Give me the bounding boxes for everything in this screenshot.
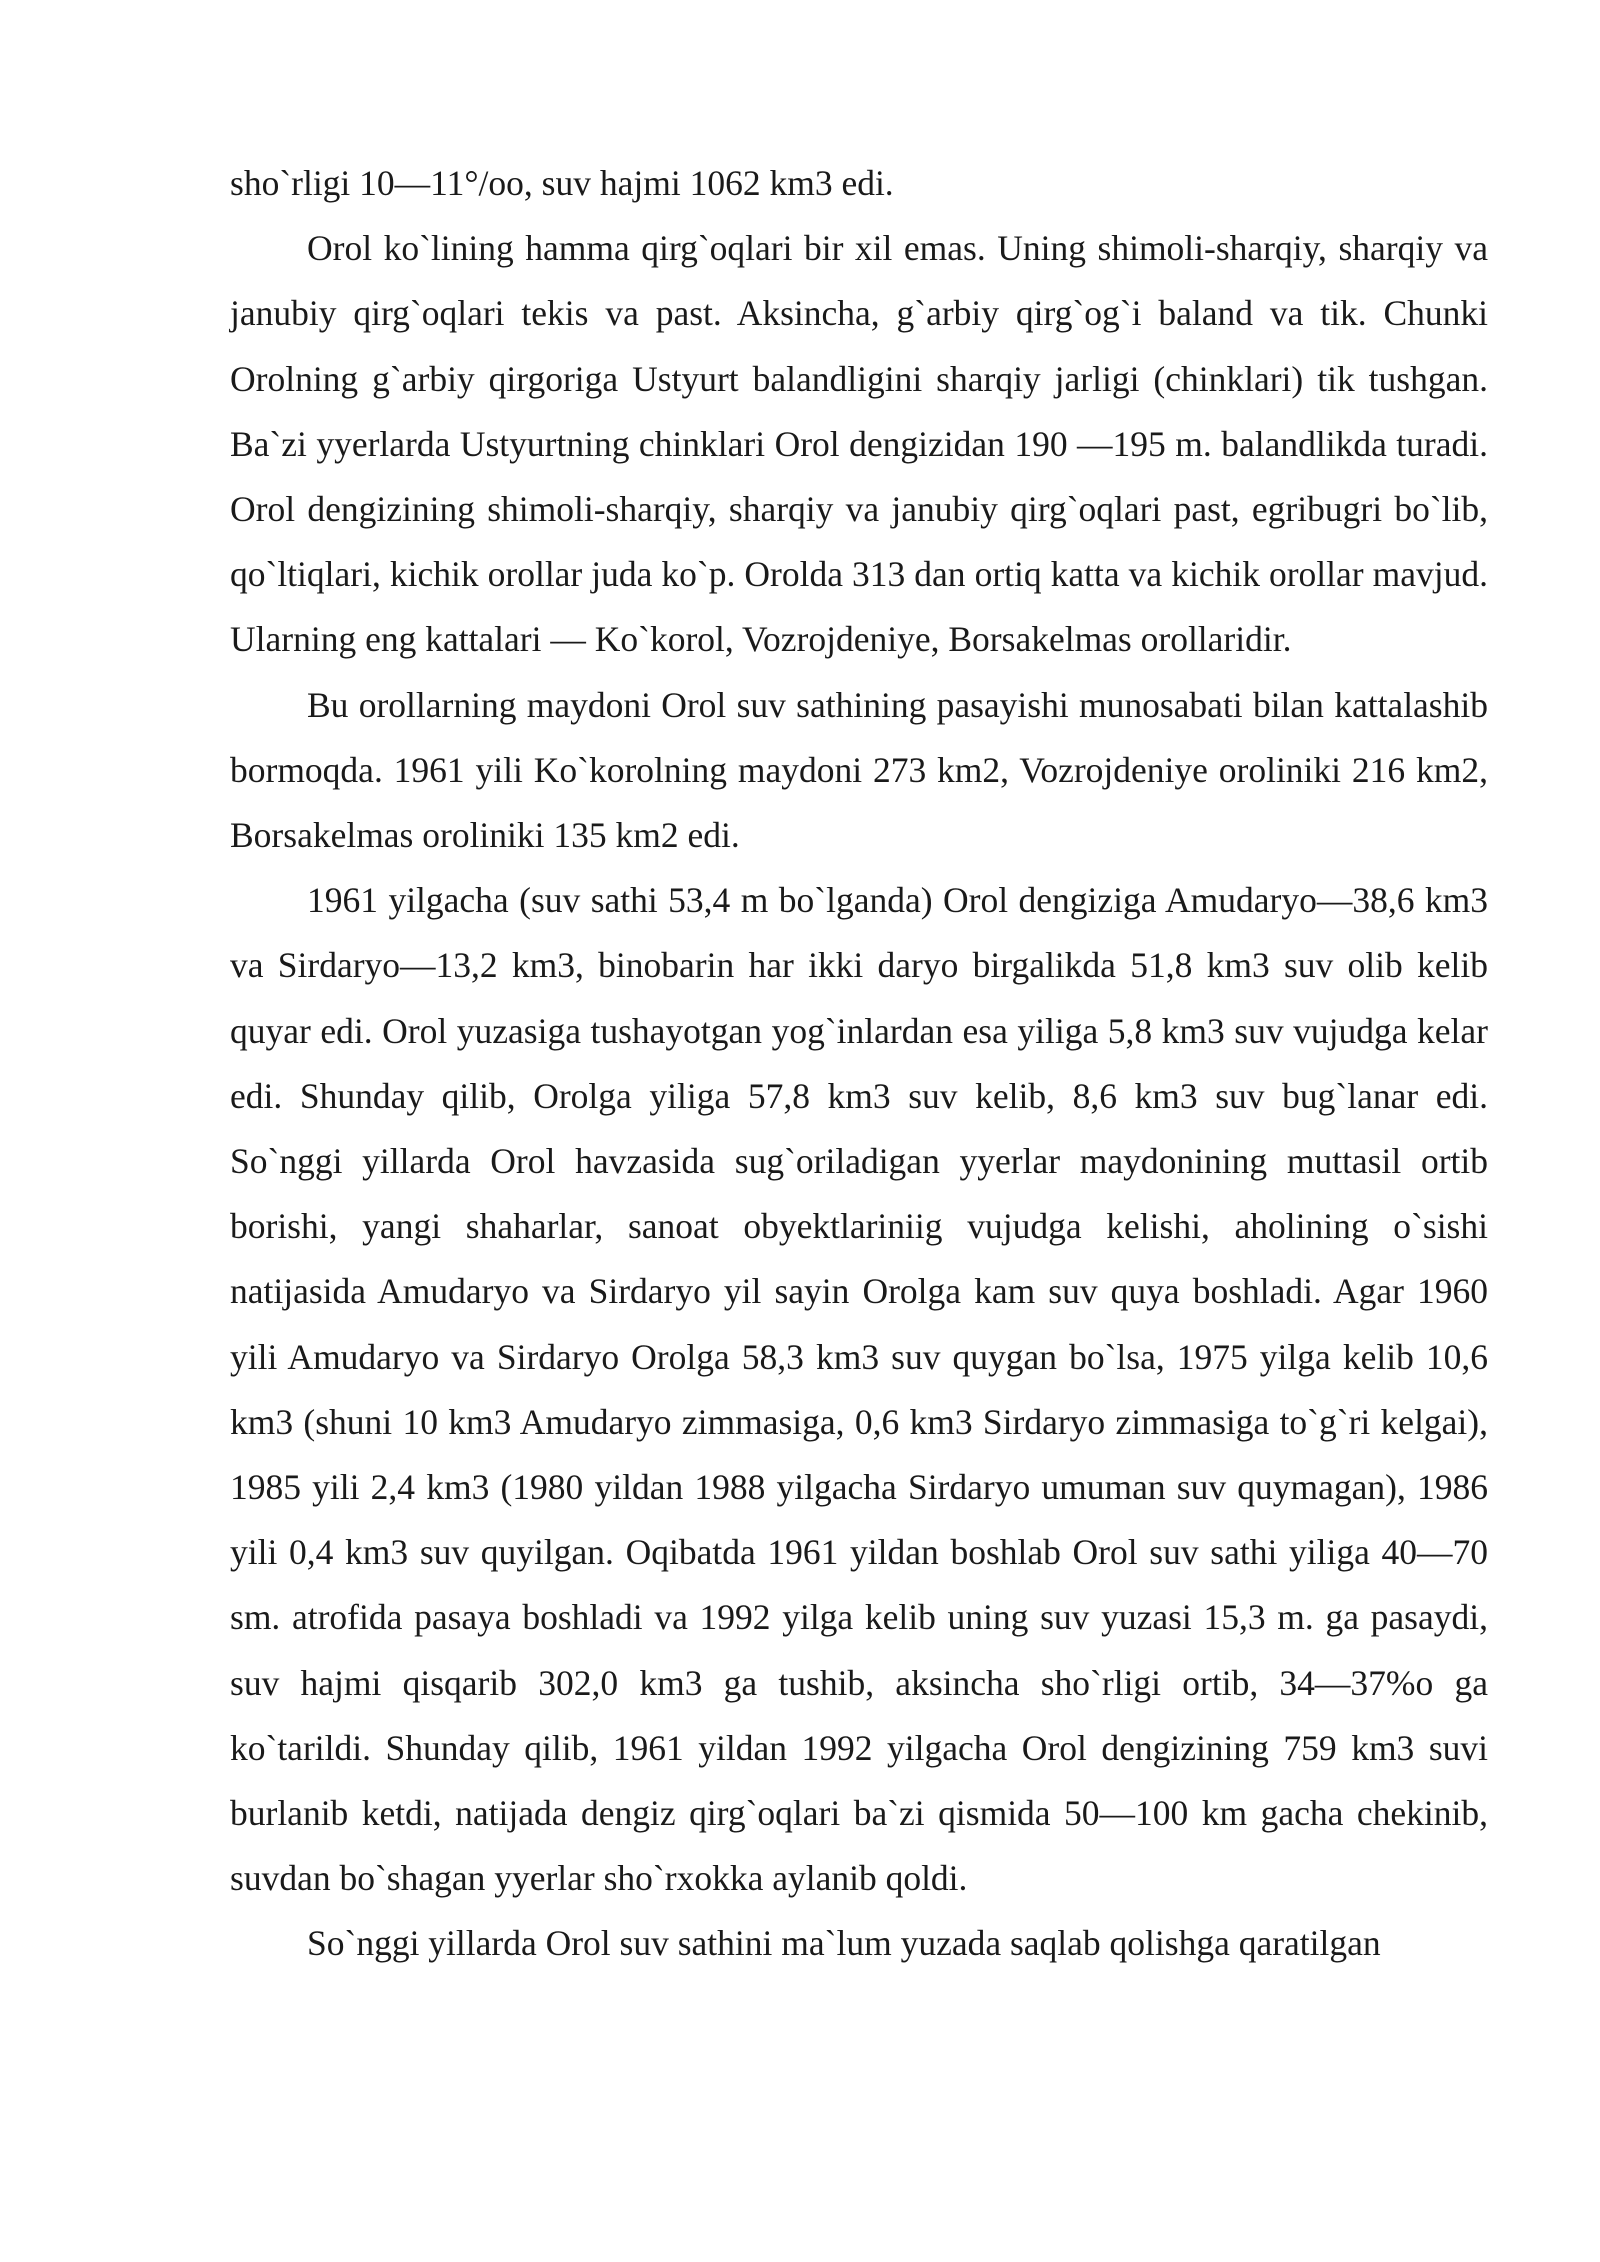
paragraph-islands-area: Bu orollarning maydoni Orol suv sathining pasayishi munosabati bilan kattalashib bormoqda. 1961 yili Ko`korolning maydoni 273 km2, Vozrojdeniye oroliniki 216 km2, Borsakelmas oroliniki 135 km2 edi. xyxy=(230,684,1488,856)
body-text xyxy=(230,151,1488,1977)
paragraph-recent-years: So`nggi yillarda Orol suv sathini ma`lum yuzada saqlab qolishga qaratilgan xyxy=(307,1923,1381,1964)
paragraph-salinity-continuation: sho`rligi 10—11°/oo, suv hajmi 1062 km3 edi. xyxy=(230,163,894,203)
paragraph-water-balance: 1961 yilgacha (suv sathi 53,4 m bo`lganda) Orol dengiziga Amudaryo—38,6 km3 va Sirdaryo—13,2 km3, binobarin har ikki daryo birgalikda 51,8 km3 suv olib kelib quyar edi. Orol yuzasiga tushayotgan yog`inlardan esa yiliga 5,8 km3 suv vujudga kelar edi. Shunday qilib, Orolga yiliga 57,8 km3 suv kelib, 8,6 km3 suv bug`lanar edi. So`nggi yillarda Orol havzasida sug`oriladigan yyerlar maydonining muttasil ortib borishi, yangi shaharlar, sanoat obyektlariniig vujudga kelishi, aholining o`sishi natijasida Amudaryo va Sirdaryo yil sayin Orolga kam suv quya boshladi. Agar 1960 yili Amudaryo va Sirdaryo Orolga 58,3 km3 suv quygan bo`lsa, 1975 yilga kelib 10,6 km3 (shuni 10 km3 Amudaryo zimmasiga, 0,6 km3 Sirdaryo zimmasiga to`g`ri kelgai), 1985 yili 2,4 km3 (1980 yildan 1988 yilgacha Sirdaryo umuman suv quymagan), 1986 yili 0,4 km3 suv quyilgan. Oqibatda 1961 yildan boshlab Orol suv sathi yiliga 40—70 sm. atrofida pasaya boshladi va 1992 yilga kelib uning suv yuzasi 15,3 m. ga pasaydi, suv hajmi qisqarib 302,0 km3 ga tushib, aksincha sho`rligi ortib, 34—37%o ga ko`tarildi. Shunday qilib, 1961 yildan 1992 yilgacha Orol dengizining 759 km3 suvi burlanib ketdi, natijada dengiz qirg`oqlari ba`zi qismida 50—100 km gacha chekinib, suvdan bo`shagan yyerlar sho`rxokka aylanib qoldi. xyxy=(230,880,1488,1899)
paragraph-shores: Orol ko`lining hamma qirg`oqlari bir xil emas. Uning shimoli-sharqiy, sharqiy va janubiy qirg`oqlari tekis va past. Aksincha, g`arbiy qirg`og`i baland va tik. Chunki Orolning g`arbiy qirgoriga Ustyurt balandligini sharqiy jarligi (chinklari) tik tushgan. Ba`zi yyerlarda Ustyurtning chinklari Orol dengizidan 190 —195 m. balandlikda turadi. Orol dengizining shimoli-sharqiy, sharqiy va janubiy qirg`oqlari past, egribugri bo`lib, qo`ltiqlari, kichik orollar juda ko`p. Orolda 313 dan ortiq katta va kichik orollar mavjud. Ularning eng kattalari — Ko`korol, Vozrojdeniye, Borsakelmas orollaridir. xyxy=(230,228,1488,660)
